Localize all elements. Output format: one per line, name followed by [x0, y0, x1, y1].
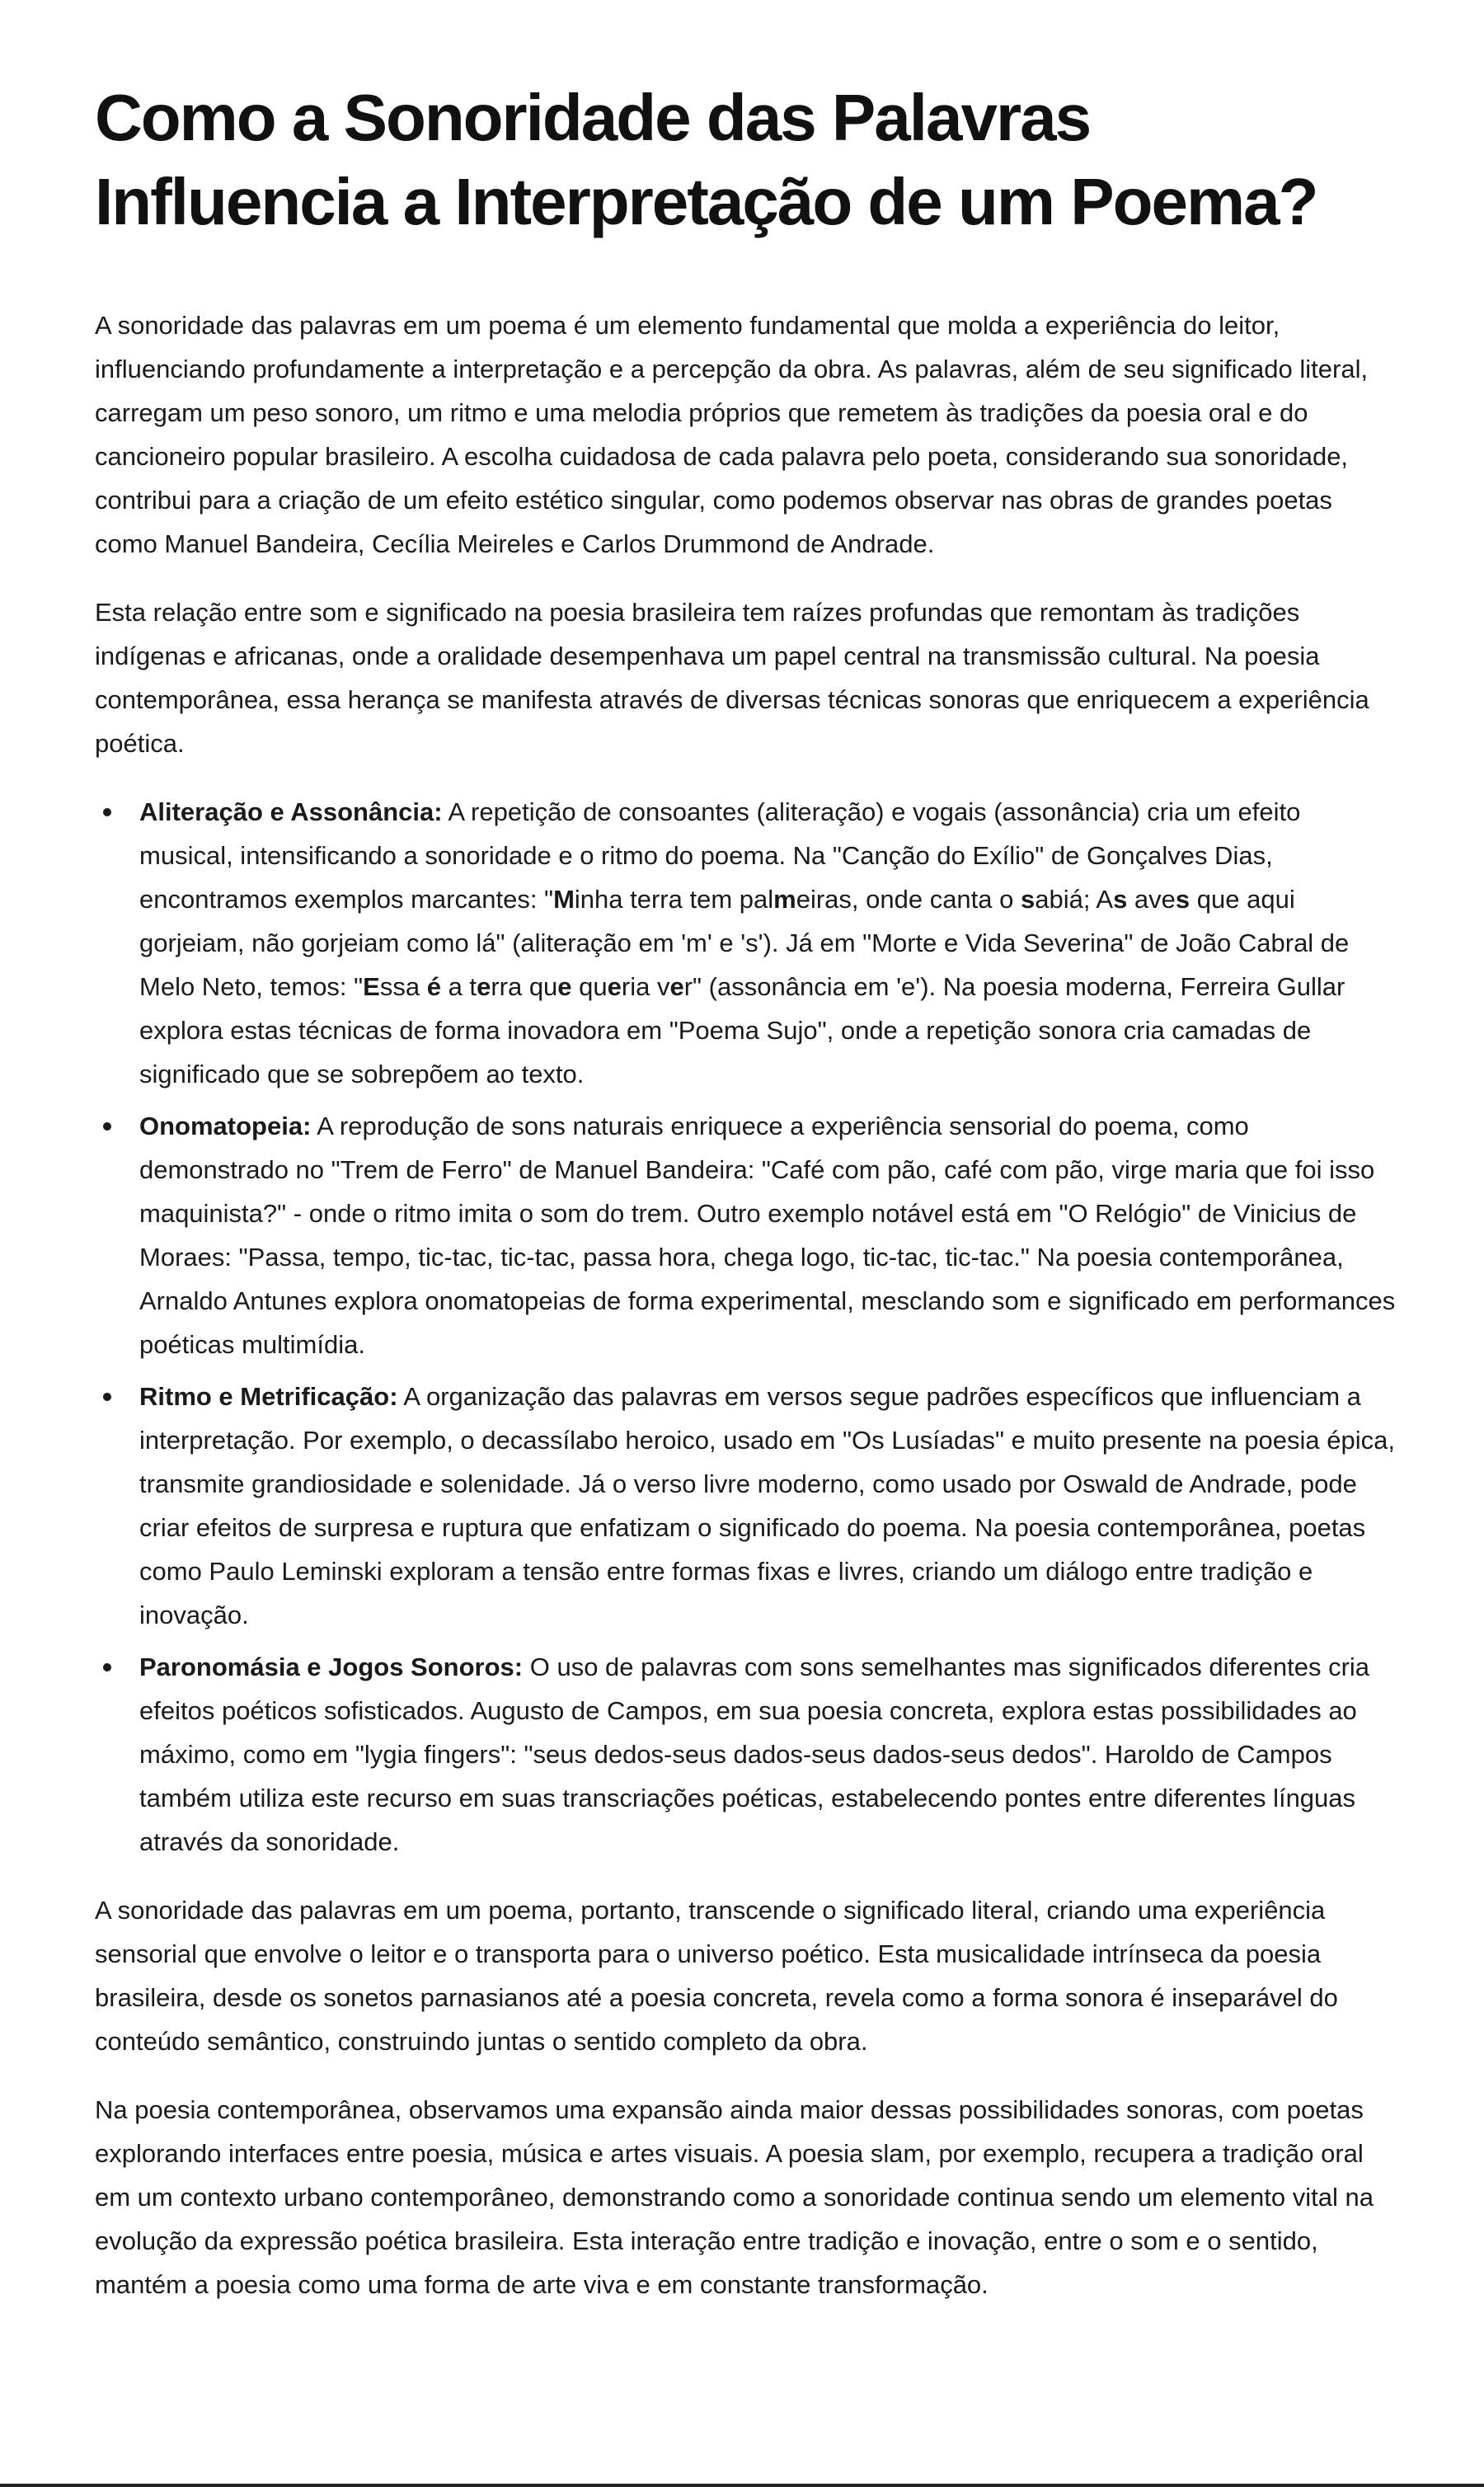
article [95, 76, 1397, 2331]
emphasized-letter: M [553, 885, 575, 914]
list-item-text [139, 1382, 1395, 1629]
emphasized-letter: s [1021, 885, 1036, 914]
text-segment: r" (assonância em 'e'). Na poesia moderna, Ferreira Gullar explora estas técnicas de forma inovadora em "Poema Sujo", onde a repetição sonora cria camadas de significado que se sobrepõem ao texto. [139, 972, 1345, 1088]
list-item [95, 1104, 1397, 1366]
text-segment: a t [440, 972, 477, 1001]
list-item-label: Aliteração e Assonância: [139, 797, 443, 826]
text-segment: A repetição de consoantes (aliteração) e vogais (assonância) cria um efeito musical, intensificando a sonoridade e o ritmo do poema. Na "Canção do Exílio" de Gonçalves Dias, encontramos exemplos marcantes: " [139, 797, 1301, 914]
intro-paragraph: Esta relação entre som e significado na poesia brasileira tem raízes profundas que remontam às tradições indígenas e africanas, onde a oralidade desempenhava um papel central na transmissão cultural. Na poesia contemporânea, essa herança se manifesta através de diversas técnicas sonoras que enriquecem a experiência poética. [95, 598, 1369, 758]
text-segment: abiá; A [1035, 885, 1114, 914]
emphasized-letter: m [773, 885, 796, 914]
text-segment: ria v [621, 972, 670, 1001]
list-item-label: Onomatopeia: [139, 1112, 312, 1140]
emphasized-letter: e [669, 972, 684, 1001]
bottom-divider [0, 2484, 1484, 2487]
emphasized-letter: e [607, 972, 622, 1001]
emphasized-letter: e [557, 972, 572, 1001]
text-segment: que aqui gorjeiam, não gorjeiam como lá" (aliteração em 'm' e 's'). Já em "Morte e Vida Severina" de João Cabral de Melo Neto, temos: " [139, 885, 1350, 1001]
intro-paragraph: A sonoridade das palavras em um poema é um elemento fundamental que molda a experiência do leitor, influenciando profundamente a interpretação e a percepção da obra. As palavras, além de seu significado literal, carregam um peso sonoro, um ritmo e uma melodia próprios que remetem às tradições da poesia oral e do cancioneiro popular brasileiro. A escolha cuidadosa de cada palavra pelo poeta, considerando sua sonoridade, contribui para a criação de um efeito estético singular, como podemos observar nas obras de grandes poetas como Manuel Bandeira, Cecília Meireles e Carlos Drummond de Andrade. [95, 311, 1369, 558]
list-item [95, 790, 1397, 1096]
text-segment: A reprodução de sons naturais enriquece a experiência sensorial do poema, como demonstrado no "Trem de Ferro" de Manuel Bandeira: "Café com pão, café com pão, virge maria que foi isso maquinista?" - onde o ritmo imita o som do trem. Outro exemplo notável está em "O Relógio" de Vinicius de Moraes: "Passa, tempo, tic-tac, tic-tac, passa hora, chega logo, tic-tac, tic-tac." Na poesia contemporânea, Arnaldo Antunes explora onomatopeias de forma experimental, mesclando som e significado em performances poéticas multimídia. [139, 1112, 1396, 1359]
bullet-icon [103, 1663, 111, 1671]
bullet-icon [103, 808, 111, 816]
list-item [95, 1645, 1397, 1864]
text-segment: rra qu [491, 972, 558, 1001]
list-item [95, 1375, 1397, 1637]
emphasized-letter: E [363, 972, 380, 1001]
conclusion-paragraph: A sonoridade das palavras em um poema, portanto, transcende o significado literal, criando uma experiência sensorial que envolve o leitor e o transporta para o universo poético. Esta musicalidade intrínseca da poesia brasileira, desde os sonetos parnasianos até a poesia concreta, revela como a forma sonora é inseparável do conteúdo semântico, construindo juntas o sentido completo da obra. [95, 1896, 1338, 2056]
text-segment: ave [1127, 885, 1176, 914]
text-segment: A organização das palavras em versos segue padrões específicos que influenciam a interpretação. Por exemplo, o decassílabo heroico, usado em "Os Lusíadas" e muito presente na poesia épica, transmite grandiosidade e solenidade. Já o verso livre moderno, como usado por Oswald de Andrade, pode criar efeitos de surpresa e ruptura que enfatizam o significado do poema. Na poesia contemporânea, poetas como Paulo Leminski exploram a tensão entre formas fixas e livres, criando um diálogo entre tradição e inovação. [139, 1382, 1395, 1629]
text-segment: qu [571, 972, 608, 1001]
conclusion-paragraph: Na poesia contemporânea, observamos uma expansão ainda maior dessas possibilidades sonoras, com poetas explorando interfaces entre poesia, música e artes visuais. A poesia slam, por exemplo, recupera a tradição oral em um contexto urbano contemporâneo, demonstrando como a sonoridade continua sendo um elemento vital na evolução da expressão poética brasileira. Esta interação entre tradição e inovação, entre o som e o sentido, mantém a poesia como uma forma de arte viva e em constante transformação. [95, 2095, 1374, 2299]
text-segment: O uso de palavras com sons semelhantes mas significados diferentes cria efeitos poéticos sofisticados. Augusto de Campos, em sua poesia concreta, explora estas possibilidades ao máximo, como em "lygia fingers": "seus dedos-seus dados-seus dados-seus dedos". Haroldo de Campos também utiliza este recurso em suas transcriações poéticas, estabelecendo pontes entre diferentes línguas através da sonoridade. [139, 1653, 1370, 1856]
list-item-text [139, 1653, 1369, 1856]
bullet-icon [103, 1122, 111, 1131]
text-segment: eiras, onde canta o [796, 885, 1021, 914]
techniques-list [95, 790, 1397, 1864]
text-segment: ssa [379, 972, 427, 1001]
list-item-label: Paronomásia e Jogos Sonoros: [139, 1653, 524, 1681]
emphasized-letter: s [1175, 885, 1190, 914]
list-item-label: Ritmo e Metrificação: [139, 1382, 398, 1411]
text-segment: inha terra tem pal [574, 885, 774, 914]
emphasized-letter: é [426, 972, 441, 1001]
emphasized-letter: s [1113, 885, 1128, 914]
bullet-icon [103, 1393, 111, 1401]
article-title: Como a Sonoridade das Palavras Influencia a Interpretação de um Poema? [95, 81, 1317, 238]
list-item-text [139, 797, 1349, 1088]
list-item-text [139, 1112, 1395, 1359]
emphasized-letter: e [477, 972, 491, 1001]
